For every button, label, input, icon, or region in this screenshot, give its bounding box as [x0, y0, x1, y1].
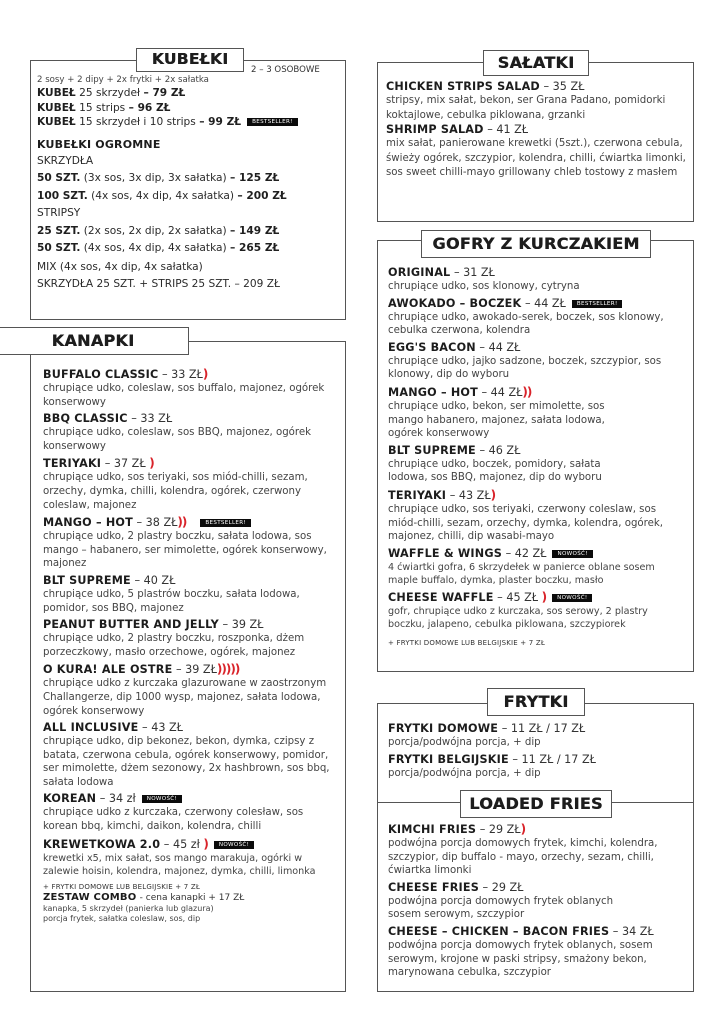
menu-item: CHEESE – CHICKEN – BACON FRIES – 34 ZŁ podwójna porcja domowych frytek oblanych, sosem serowym, krojone w paski stripsy, smażony bekon, marynowana cebulka, szczypior	[388, 924, 654, 979]
new-badge: NOWOŚĆ!	[214, 841, 254, 849]
fries-addon-note: + FRYTKI DOMOWE LUB BELGIJSKIE + 7 ZŁ	[388, 638, 546, 647]
chili-icon: )	[490, 487, 496, 502]
section-kubelki	[30, 50, 346, 320]
chili-icon: )	[541, 589, 547, 604]
menu-item: MANGO – HOT – 38 ZŁ)) BESTSELLER! chrupiące udko, 2 plastry boczku, sałata lodowa, sos mango – habanero, ser mimolette, ogórek konserwowy, majonez	[43, 515, 327, 570]
section-frytki	[377, 692, 694, 992]
mix-option: MIX (4x sos, 4x dip, 4x sałatka)	[37, 260, 203, 273]
menu-item: CHICKEN STRIPS SALAD – 35 ZŁ stripsy, mix sałat, bekon, ser Grana Padano, pomidorki koktajlowe, cebulka piklowana, grzanki	[386, 80, 666, 121]
combo-desc: kanapka, 5 skrzydeł (panierka lub glazura)	[43, 903, 214, 913]
frytki-title: FRYTKI	[487, 688, 585, 716]
chili-icon: )	[203, 836, 208, 851]
menu-item: BLT SUPREME – 46 ZŁ chrupiące udko, boczek, pomidory, sałata lodowa, sos BBQ, majonez, dip do wyboru	[388, 443, 602, 484]
section-kanapki	[30, 331, 346, 992]
kubelki-persons: 2 – 3 OSOBOWE	[251, 65, 320, 75]
wings-option: 100 SZT. (4x sos, 4x dip, 4x sałatka) – 200 ZŁ	[37, 189, 287, 202]
chili-icon: )))))	[216, 662, 240, 677]
combo-desc: porcja frytek, sałatka coleslaw, sos, dip	[43, 913, 201, 923]
menu-item: ALL INCLUSIVE – 43 ZŁ chrupiące udko, dip bekonez, bekon, dymka, czipsy z batata, czerwona cebula, ogórek konserwowy, pomidor, ser mimolette, dżem sezonowy, 2x hashbrown, sos bbq, sałata lodowa	[43, 721, 330, 788]
menu-item: TERIYAKI – 37 ZŁ ) chrupiące udko, sos teriyaki, sos miód-chilli, sezam, orzechy, dymka, chilli, kolendra, ogórek, czerwony coleslaw, majonez	[43, 456, 308, 511]
strips-option: 25 SZT. (2x sos, 2x dip, 2x sałatka) – 149 ZŁ	[37, 224, 280, 237]
kubelki-item: KUBEŁ 15 strips – 96 ZŁ	[37, 101, 171, 114]
menu-item: FRYTKI BELGIJSKIE – 11 ZŁ / 17 ZŁ porcja/podwójna porcja, + dip	[388, 752, 596, 779]
chili-icon: )	[149, 456, 154, 471]
combo-item: ZESTAW COMBO - cena kanapki + 17 ZŁ	[43, 891, 245, 903]
menu-item: WAFFLE & WINGS – 42 ZŁ NOWOŚĆ! 4 ćwiartki gofra, 6 skrzydełek w panierce oblane sosem maple buffalo, dymka, plaster boczku, masło	[388, 546, 655, 586]
mix-line: SKRZYDŁA 25 SZT. + STRIPS 25 SZT. – 209 ZŁ	[37, 278, 280, 290]
menu-item: SHRIMP SALAD – 41 ZŁ mix sałat, panierowane krewetki (5szt.), czerwona cebula, świeży ogórek, szczypior, kolendra, chilli, ćwiartka limonki, sos sweet chilli-mayo grillowany chleb tostowy z masłem	[386, 123, 686, 178]
menu-item: KIMCHI FRIES – 29 ZŁ) podwójna porcja domowych frytek, kimchi, kolendra, szczypior, dip buffalo - mayo, orzechy, sezam, chilli, ćwiartka limonki	[388, 822, 658, 877]
kubelki-title: KUBEŁKI	[136, 48, 244, 72]
bestseller-badge: BESTSELLER!	[200, 519, 251, 527]
chili-icon: )	[202, 367, 208, 381]
menu-item: EGG'S BACON – 44 ZŁ chrupiące udko, jajko sadzone, boczek, szczypior, sos klonowy, dip do wyboru	[388, 340, 662, 381]
strips-option: 50 SZT. (4x sos, 4x dip, 4x sałatka) – 265 ZŁ	[37, 242, 280, 254]
kubelki-large-title: KUBEŁKI OGROMNE	[37, 137, 161, 151]
kubelki-subtitle: 2 sosy + 2 dipy + 2x frytki + 2x sałatka	[37, 75, 209, 85]
new-badge: NOWOŚĆ!	[142, 795, 182, 803]
new-badge: NOWOŚĆ!	[552, 594, 592, 602]
menu-item: KREWETKOWA 2.0 – 45 zł ) NOWOŚĆ! krewetki x5, mix sałat, sos mango marakuja, ogórki w zalewie hoisin, kolendra, majonez, dymka, chilli, limonka	[43, 836, 316, 877]
menu-item: MANGO – HOT – 44 ZŁ)) chrupiące udko, bekon, ser mimolette, sos mango habanero, majonez, sałata lodowa, ogórek konserwowy	[388, 384, 605, 440]
menu-item: BUFFALO CLASSIC – 33 ZŁ) chrupiące udko, coleslaw, sos buffalo, majonez, ogórek konserwowy	[43, 367, 325, 408]
bestseller-badge: BESTSELLER!	[247, 118, 298, 126]
kanapki-title: KANAPKI	[0, 327, 189, 355]
gofry-title: GOFRY Z KURCZAKIEM	[421, 230, 651, 258]
salatki-title: SAŁATKI	[483, 50, 589, 76]
wings-label: SKRZYDŁA	[37, 154, 94, 167]
menu-item: CHEESE WAFFLE – 45 ZŁ ) NOWOŚĆ! gofr, chrupiące udko z kurczaka, sos serowy, 2 plastry boczku, jalapeno, cebulka piklowana, szczypiorek	[388, 589, 648, 630]
menu-item: AWOKADO – BOCZEK – 44 ZŁ BESTSELLER! chrupiące udko, awokado-serek, boczek, sos klonowy, cebulka czerwona, kolendra	[388, 296, 664, 337]
menu-item: BLT SUPREME – 40 ZŁ chrupiące udko, 5 plastrów boczku, sałata lodowa, pomidor, sos BBQ, majonez	[43, 573, 300, 614]
chili-icon: ))	[177, 515, 187, 530]
bestseller-badge: BESTSELLER!	[572, 300, 623, 308]
menu-item: CHEESE FRIES – 29 ZŁ podwójna porcja domowych frytek oblanych sosem serowym, szczypior	[388, 880, 614, 921]
menu-item: ORIGINAL – 31 ZŁ chrupiące udko, sos klonowy, cytryna	[388, 266, 580, 292]
new-badge: NOWOŚĆ!	[552, 550, 592, 558]
menu-item: O KURA! ALE OSTRE – 39 ZŁ))))) chrupiące udko z kurczaka glazurowane w zaostrzonym Challangerze, dip 1000 wysp, majonez, sałata lodowa, ogórek konserwowy	[43, 662, 327, 717]
section-gofry	[377, 234, 694, 672]
menu-item: BBQ CLASSIC – 33 ZŁ chrupiące udko, coleslaw, sos BBQ, majonez, ogórek konserwowy	[43, 412, 312, 452]
kubelki-item: KUBEŁ 25 skrzydeł – 79 ZŁ	[37, 87, 186, 99]
section-salatki	[377, 53, 694, 222]
menu-item: KOREAN – 34 zł NOWOŚĆ! chrupiące udko z kurczaka, czerwony colesław, sos korean bbq, kimchi, daikon, kolendra, chilli	[43, 792, 304, 833]
menu-item: FRYTKI DOMOWE – 11 ZŁ / 17 ZŁ porcja/podwójna porcja, + dip	[388, 722, 586, 748]
chili-icon: )	[520, 822, 526, 836]
menu-item: TERIYAKI – 43 ZŁ) chrupiące udko, sos teriyaki, czerwony coleslaw, sos miód-chilli, sezam, orzechy, dymka, kolendra, ogórek, majonez, chilli, dip wasabi-mayo	[388, 487, 664, 543]
chili-icon: ))	[522, 384, 532, 399]
strips-label: STRIPSY	[37, 207, 81, 219]
loaded-fries-title: LOADED FRIES	[460, 790, 612, 818]
kubelki-item: KUBEŁ 15 skrzydeł i 10 strips – 99 ZŁ BESTSELLER!	[37, 115, 339, 130]
wings-option: 50 SZT. (3x sos, 3x dip, 3x sałatka) – 125 ZŁ	[37, 172, 280, 184]
fries-addon-note: + FRYTKI DOMOWE LUB BELGIJSKIE + 7 ZŁ	[43, 882, 201, 891]
menu-item: PEANUT BUTTER AND JELLY – 39 ZŁ chrupiące udko, 2 plastry boczku, roszponka, dżem porzeczkowy, masło orzechowe, ogórek, majonez	[43, 618, 305, 658]
